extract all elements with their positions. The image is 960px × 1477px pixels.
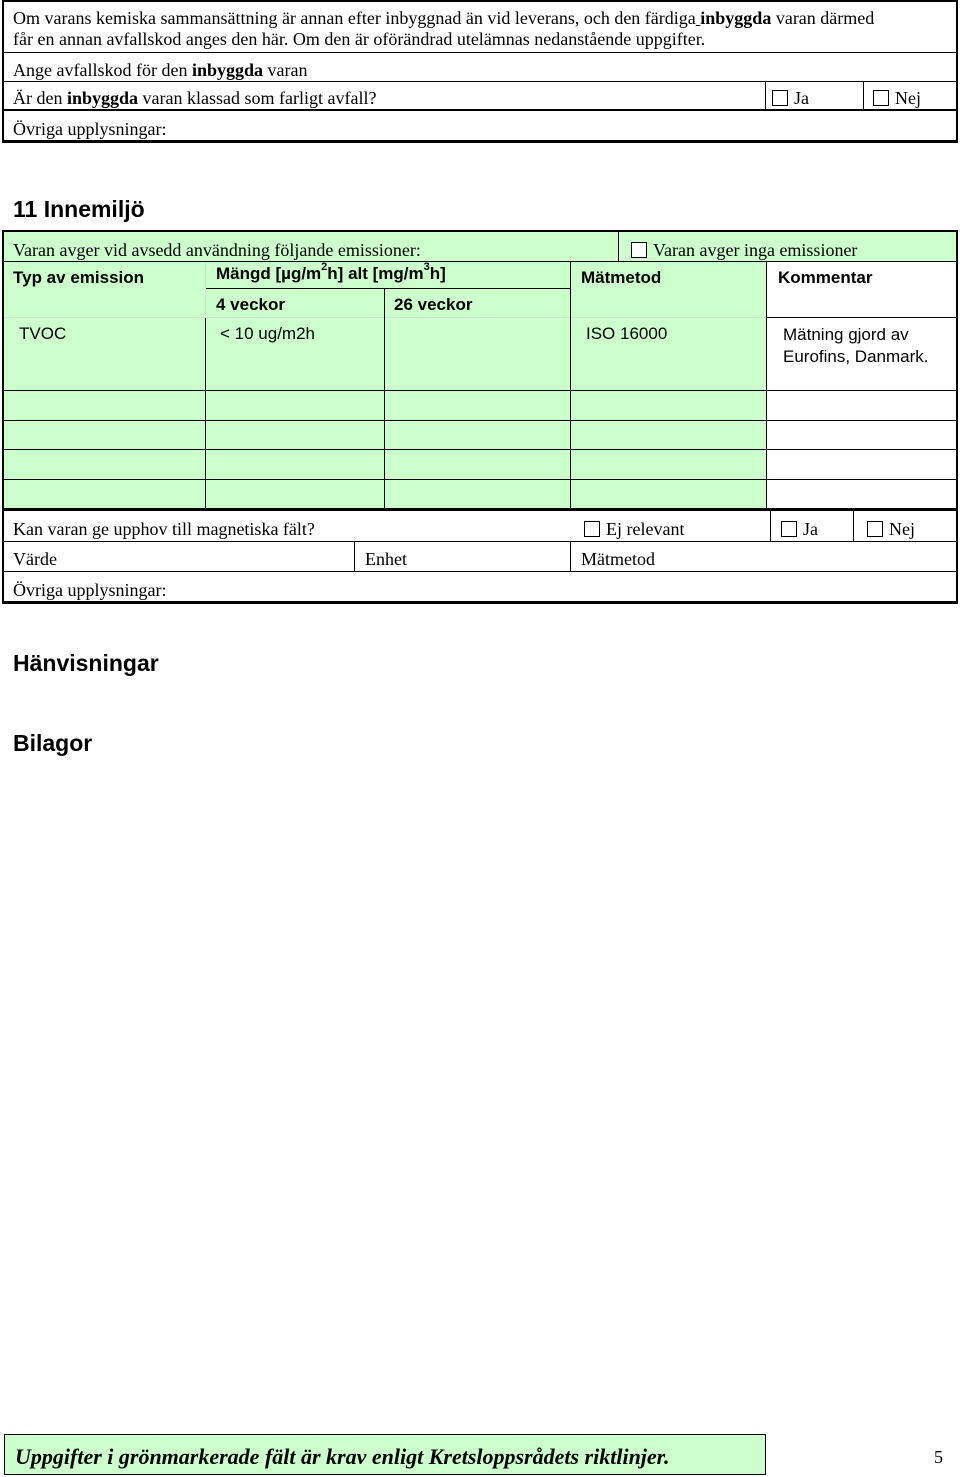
attachments-heading: Bilagor (13, 730, 93, 756)
footer-note-box (4, 1434, 766, 1475)
header-type: Typ av emission (13, 268, 145, 287)
row-type[interactable]: TVOC (19, 324, 67, 343)
footer-note: Uppgifter i grönmarkerade fält är krav enligt Kretsloppsrådets riktlinjer. (15, 1444, 670, 1469)
row-comment[interactable]: Mätning gjord av Eurofins, Danmark. (783, 325, 929, 366)
no-emissions-option[interactable]: Varan avger inga emissioner (631, 240, 857, 261)
intro-text: Om varans kemiska sammansättning är annan efter inbyggnad än vid leverans, och den färdiga inbyggda varan därmed får en annan avfallskod anges den här. Om den är oförändrad utelämnas nedanstående uppgifter. (13, 8, 875, 49)
magnetic-no-option[interactable]: Nej (867, 519, 915, 540)
magnetic-yes-option[interactable]: Ja (781, 519, 818, 540)
not-relevant-checkbox[interactable] (584, 521, 600, 537)
hazard-yes-option[interactable]: Ja (772, 88, 809, 109)
emits-label: Varan avger vid avsedd användning följande emissioner: (13, 240, 421, 260)
value-label: Värde (13, 549, 57, 569)
method-label: Mätmetod (581, 549, 655, 569)
no-checkbox[interactable] (873, 90, 889, 106)
row-week4[interactable]: < 10 ug/m2h (220, 324, 315, 343)
other-info-label: Övriga upplysningar: (13, 580, 167, 600)
unit-label: Enhet (365, 549, 407, 569)
other-info-label: Övriga upplysningar: (13, 119, 167, 139)
hazard-no-option[interactable]: Nej (873, 88, 921, 109)
header-week26: 26 veckor (394, 295, 473, 314)
page-number: 5 (934, 1447, 943, 1467)
magnetic-question: Kan varan ge upphov till magnetiska fält? (13, 519, 315, 539)
no-emissions-checkbox[interactable] (631, 242, 647, 258)
yes-checkbox[interactable] (781, 521, 797, 537)
header-comment: Kommentar (778, 268, 873, 287)
row-method[interactable]: ISO 16000 (586, 324, 668, 343)
not-relevant-option[interactable]: Ej relevant (584, 519, 684, 540)
header-week4: 4 veckor (216, 295, 285, 314)
header-method: Mätmetod (581, 268, 662, 287)
no-checkbox[interactable] (867, 521, 883, 537)
waste-code-label: Ange avfallskod för den inbyggda varan (13, 60, 308, 80)
section-title: 11 Innemiljö (13, 196, 145, 222)
header-amount: Mängd $[\mu g/m^2h]$ alt $[mg/m^3h]$ (216, 261, 446, 283)
references-heading: Hänvisningar (13, 650, 159, 676)
hazard-question: Är den inbyggda varan klassad som farligt avfall? (13, 88, 377, 108)
yes-checkbox[interactable] (772, 90, 788, 106)
